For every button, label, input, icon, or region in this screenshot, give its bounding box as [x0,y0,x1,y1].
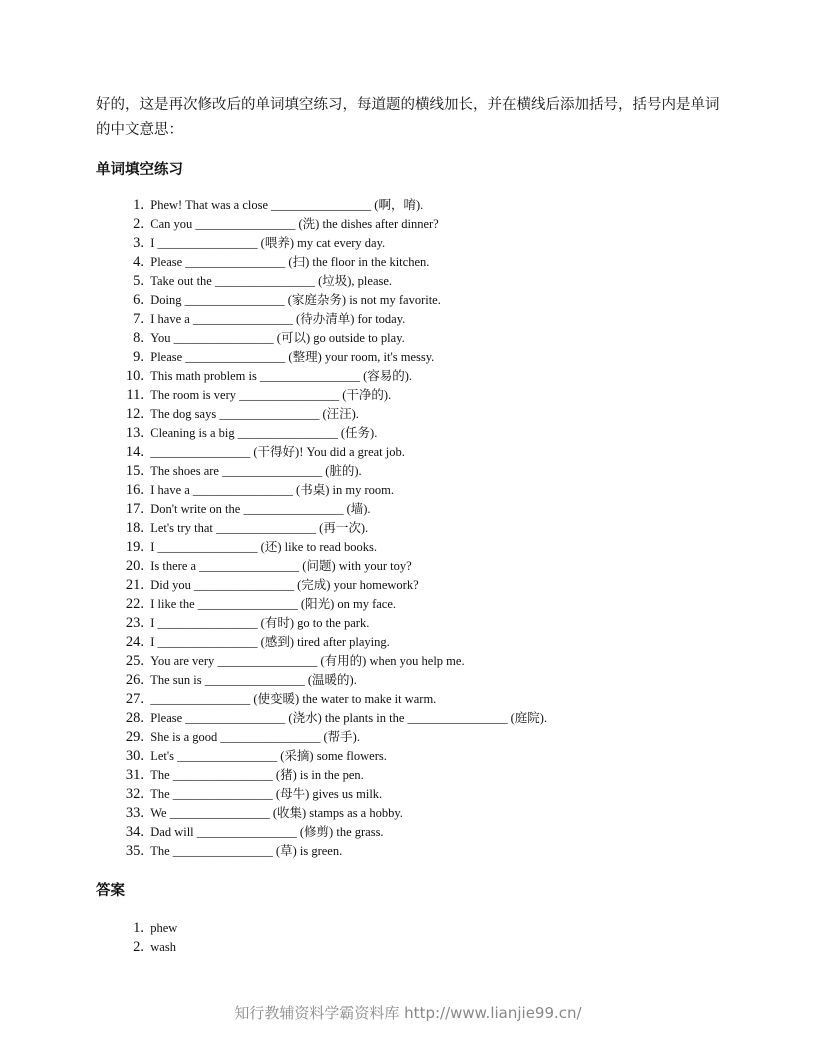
answers-heading: 答案 [96,883,125,899]
question-item-number: 8. [133,330,144,346]
question-item-number: 24. [125,634,144,650]
question-item-number: 6. [133,292,144,308]
question-item [110,443,547,462]
question-item-number: 18. [125,520,144,536]
question-item-text: She is a good ________________ (帮手). [150,730,360,744]
question-item-number: 1. [133,197,144,213]
question-item-text: Cleaning is a big ________________ (任务). [150,426,378,440]
question-item [110,519,547,538]
question-item-number: 23. [125,615,144,631]
question-item [110,728,547,747]
question-item-number: 30. [125,748,144,764]
question-item-number: 29. [125,729,144,745]
question-item [110,424,547,443]
question-item-number: 22. [125,596,144,612]
answer-item-number: 2. [133,939,144,955]
question-item [110,310,547,329]
question-item-number: 21. [125,577,144,593]
question-item-number: 13. [125,425,144,441]
question-item-number: 31. [125,767,144,783]
question-item-text: The ________________ (草) is green. [150,844,343,858]
question-item [110,557,547,576]
question-item-text: Did you ________________ (完成) your homework? [150,578,419,592]
question-item-number: 9. [133,349,144,365]
question-item-number: 27. [125,691,144,707]
question-item-text: You are very ________________ (有用的) when you help me. [150,654,465,668]
question-item [110,595,547,614]
question-item-text: Is there a ________________ (问题) with your toy? [150,559,412,573]
question-item-text: Dad will ________________ (修剪) the grass. [150,825,384,839]
question-item [110,576,547,595]
question-item-text: I ________________ (有时) go to the park. [150,616,370,630]
question-item [110,500,547,519]
question-item-number: 25. [125,653,144,669]
question-item-text: Please ________________ (浇水) the plants in the ________________ (庭院). [150,711,548,725]
answer-item-text: wash [150,940,176,954]
question-item [110,709,547,728]
question-item-number: 3. [133,235,144,251]
question-item-text: Can you ________________ (洗) the dishes after dinner? [150,217,439,231]
question-item [110,804,547,823]
question-item [110,614,547,633]
question-item-number: 34. [125,824,144,840]
question-item-number: 33. [125,805,144,821]
question-item [110,329,547,348]
question-list [110,196,547,861]
question-item-text: I like the ________________ (阳光) on my face. [150,597,397,611]
question-item [110,481,547,500]
question-item-number: 12. [125,406,144,422]
question-item-text: The ________________ (猪) is in the pen. [150,768,364,782]
question-item [110,234,547,253]
question-item-number: 20. [125,558,144,574]
question-item [110,215,547,234]
question-item-text: Let's ________________ (采摘) some flowers. [150,749,387,763]
question-item [110,291,547,310]
question-item-text: Let's try that ________________ (再一次). [150,521,369,535]
question-item-text: This math problem is ________________ (容易的). [150,369,413,383]
question-item [110,652,547,671]
question-item-number: 32. [125,786,144,802]
answer-item [110,938,177,957]
question-item-number: 26. [125,672,144,688]
question-item-text: We ________________ (收集) stamps as a hobby. [150,806,403,820]
question-item [110,405,547,424]
question-item [110,348,547,367]
answer-item-number: 1. [133,920,144,936]
question-item-text: I have a ________________ (待办清单) for today. [150,312,406,326]
question-item [110,842,547,861]
question-item-text: The ________________ (母牛) gives us milk. [150,787,383,801]
question-item-number: 19. [125,539,144,555]
question-item-text: The room is very ________________ (干净的). [150,388,392,402]
question-item-text: The sun is ________________ (温暖的). [150,673,357,687]
question-item [110,785,547,804]
answer-item [110,919,177,938]
question-item-number: 35. [125,843,144,859]
footer-watermark: 知行教辅资料学霸资料库 http://www.lianjie99.cn/ [234,1004,582,1022]
answer-item-text: phew [150,921,178,935]
question-item-number: 28. [125,710,144,726]
question-item-number: 16. [125,482,144,498]
intro-paragraph: 好的，这是再次修改后的单词填空练习，每道题的横线加长，并在横线后添加括号，括号内是单词的中文意思： [96,97,720,138]
question-item-text: Phew! That was a close ________________ (啊，唷). [150,198,424,212]
question-item [110,823,547,842]
question-item [110,253,547,272]
question-item [110,367,547,386]
question-item [110,747,547,766]
question-item-number: 15. [125,463,144,479]
question-item [110,272,547,291]
question-item-text: Don't write on the ________________ (墙). [150,502,371,516]
question-item-number: 5. [133,273,144,289]
question-item [110,671,547,690]
answer-list [110,919,177,957]
question-item-text: ________________ (干得好)! You did a great job. [150,445,405,459]
question-item-number: 4. [133,254,144,270]
question-item-text: I ________________ (还) like to read books. [150,540,377,554]
question-item-text: Take out the ________________ (垃圾), please. [150,274,393,288]
question-item [110,538,547,557]
question-item-text: The dog says ________________ (汪汪). [150,407,359,421]
question-item-text: I have a ________________ (书桌) in my room. [150,483,394,497]
question-item [110,690,547,709]
question-item [110,633,547,652]
question-item-text: You ________________ (可以) go outside to play. [150,331,405,345]
question-item-number: 7. [133,311,144,327]
exercise-heading: 单词填空练习 [96,162,183,178]
question-item-text: Doing ________________ (家庭杂务) is not my favorite. [150,293,441,307]
question-item-number: 11. [126,387,144,403]
question-item-number: 10. [125,368,144,384]
question-item-number: 17. [125,501,144,517]
question-item-text: Please ________________ (扫) the floor in the kitchen. [150,255,430,269]
question-item-text: I ________________ (喂养) my cat every day. [150,236,386,250]
question-item [110,196,547,215]
question-item [110,462,547,481]
question-item-number: 14. [125,444,144,460]
question-item [110,766,547,785]
question-item-text: Please ________________ (整理) your room, it's messy. [150,350,435,364]
question-item-text: I ________________ (感到) tired after playing. [150,635,390,649]
question-item [110,386,547,405]
question-item-number: 2. [133,216,144,232]
question-item-text: The shoes are ________________ (脏的). [150,464,362,478]
question-item-text: ________________ (使变暖) the water to make it warm. [150,692,437,706]
